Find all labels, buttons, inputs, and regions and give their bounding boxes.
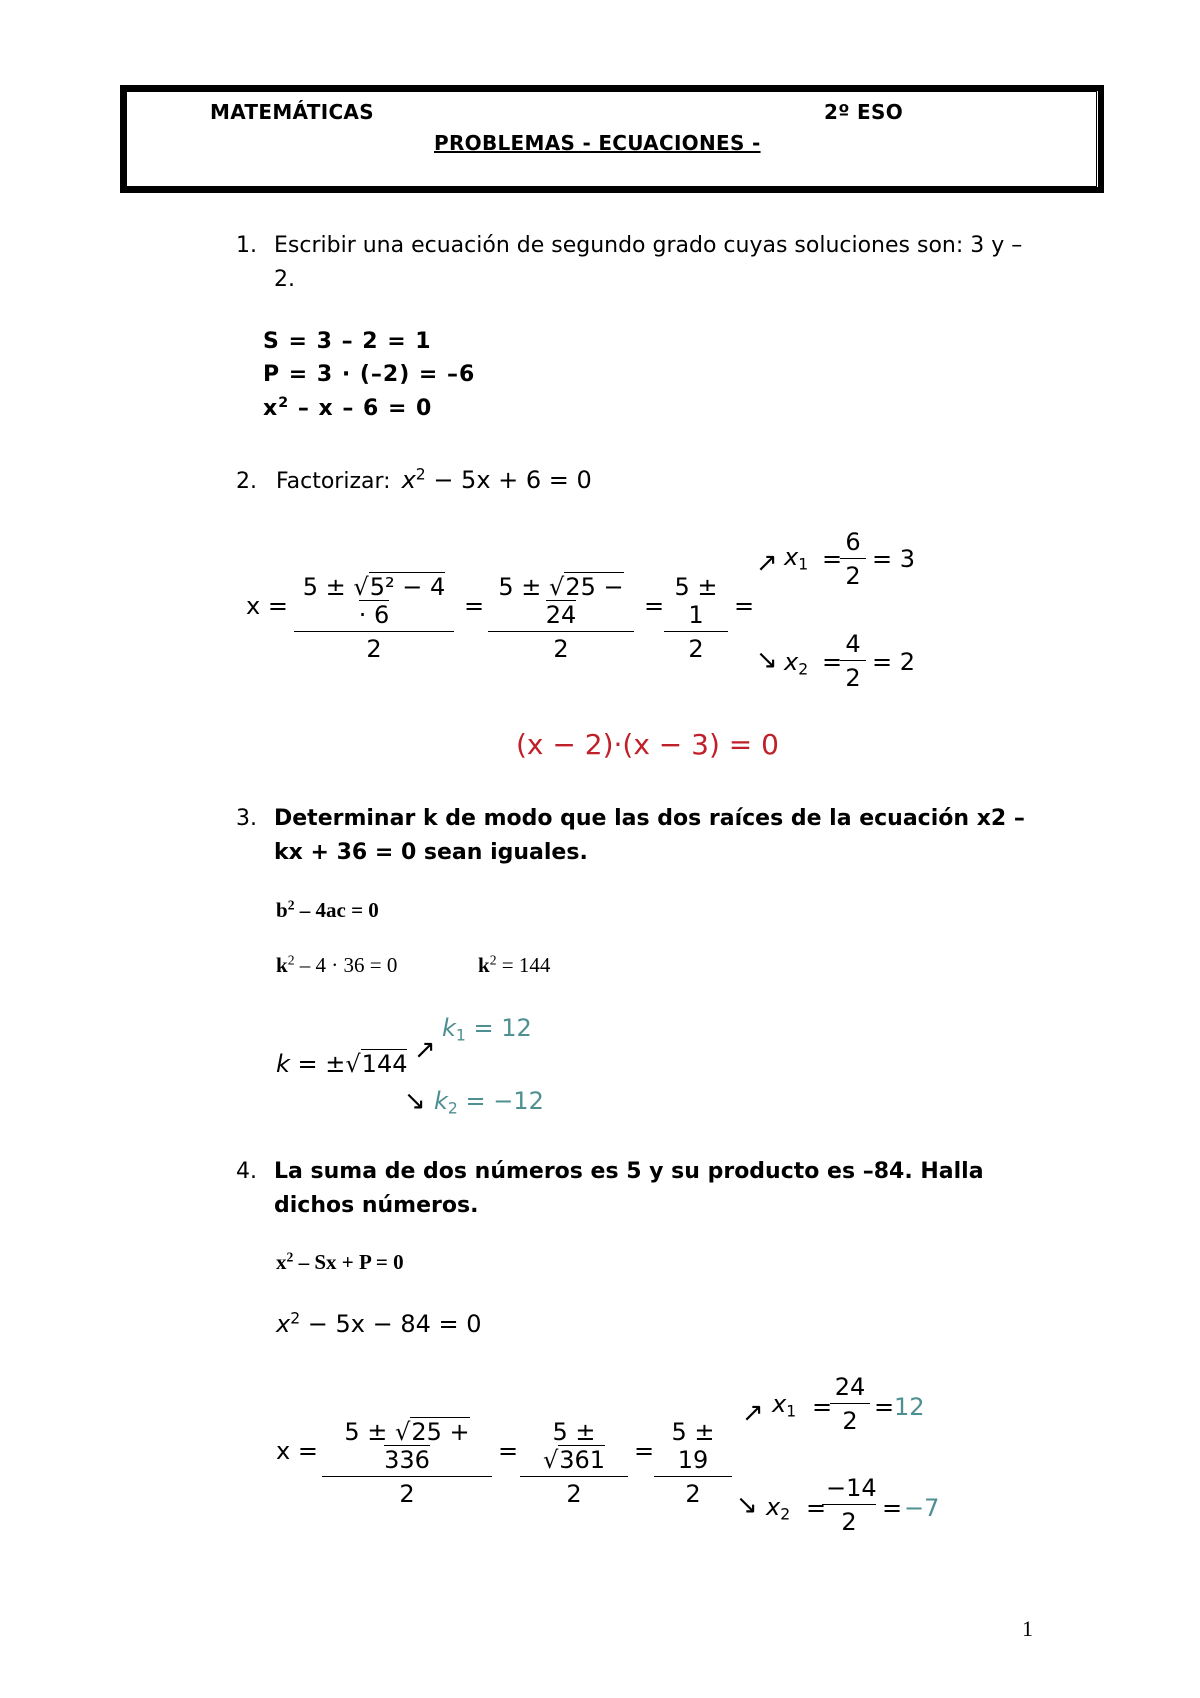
- problem-3-text: Determinar k de modo que las dos raíces de la ecuación x2 – kx + 36 = 0 sean iguales.: [274, 806, 1025, 865]
- p3-k1: $k_1 = 12$: [442, 1014, 532, 1045]
- p2-x1-fraction: 6 2: [840, 528, 866, 590]
- problem-3: [236, 802, 1026, 870]
- p4-x1-result-equals: =: [874, 1393, 895, 1421]
- p2-x2-equals: =: [822, 648, 843, 676]
- p2-fraction-1: 5 ± √5² − 4 · 6 2: [294, 573, 454, 663]
- p2-equals-1: =: [464, 592, 485, 620]
- problem-3-number: 3.: [236, 806, 257, 831]
- p4-formula: $x^2 - Sx + P = 0$: [276, 1249, 404, 1274]
- p2-equals-2: =: [644, 592, 665, 620]
- p2-x-equals: x =: [246, 592, 288, 620]
- p4-x2-label: $x_2$: [766, 1493, 791, 1524]
- arrow-up-right-icon: ↗: [742, 1398, 764, 1428]
- header-subject: MATEMÁTICAS: [210, 100, 374, 124]
- p3-k-equation: $k^2 - 4 \cdot 36 = 0$: [276, 952, 398, 977]
- p2-x2-result: = 2: [872, 648, 916, 676]
- problem-2: [236, 463, 592, 499]
- p2-fraction-3: 5 ± 1 2: [664, 573, 728, 663]
- problem-4-number: 4.: [236, 1159, 257, 1184]
- p2-x1-equals: =: [822, 545, 843, 573]
- p4-equals-1: =: [498, 1437, 519, 1465]
- p4-x2-result-equals: =: [882, 1494, 903, 1522]
- arrow-up-right-icon: ↗: [414, 1035, 436, 1065]
- problem-4: [236, 1155, 1026, 1223]
- p2-x1-result: = 3: [872, 545, 916, 573]
- problem-2-number: 2.: [236, 469, 257, 494]
- page-number: 1: [1022, 1616, 1033, 1641]
- p4-x2-result: −7: [904, 1494, 940, 1522]
- p3-k-squared: $k^2 = 144$: [478, 952, 551, 977]
- p1-equation: $x^2 - x - 6 = 0$: [263, 395, 433, 421]
- p3-k-root: k = ±√144: [276, 1050, 408, 1078]
- p1-sum: S = 3 – 2 = 1: [263, 329, 432, 354]
- p2-x2-label: $x_2$: [784, 648, 809, 679]
- p4-x2-equals: =: [806, 1494, 827, 1522]
- p4-equals-2: =: [634, 1437, 655, 1465]
- p2-x1-label: $x_1$: [784, 543, 809, 574]
- p2-equals-3: =: [734, 592, 755, 620]
- header-level: 2º ESO: [824, 100, 904, 124]
- p4-x1-fraction: 24 2: [830, 1373, 870, 1435]
- arrow-down-right-icon: ↘: [404, 1086, 426, 1116]
- problem-1-text: Escribir una ecuación de segundo grado cuyas soluciones son: 3 y –2.: [274, 233, 1023, 292]
- p4-x1-label: $x_1$: [772, 1390, 797, 1421]
- p4-x-equals: x =: [276, 1437, 318, 1465]
- p4-equation: $x^2 - 5x - 84 = 0$: [276, 1309, 482, 1338]
- p4-x2-fraction: −14 2: [822, 1474, 876, 1536]
- p4-x1-equals: =: [812, 1393, 833, 1421]
- p2-expression: $x^2 - 5x + 6 = 0$: [401, 465, 592, 494]
- header-title: PROBLEMAS - ECUACIONES -: [434, 131, 761, 155]
- p3-discriminant: $b^2 - 4ac = 0$: [276, 897, 379, 922]
- arrow-down-right-icon: ↘: [736, 1490, 758, 1520]
- p4-fraction-2: 5 ± √361 2: [520, 1418, 628, 1508]
- p3-k2: $k_2 = -12$: [434, 1087, 544, 1118]
- problem-1: [236, 229, 1026, 297]
- p2-fraction-2: 5 ± √25 − 24 2: [488, 573, 634, 663]
- p2-factored-result: (x − 2)·(x − 3) = 0: [516, 728, 779, 761]
- problem-4-text: La suma de dos números es 5 y su producto es –84. Halla dichos números.: [274, 1159, 984, 1218]
- p4-fraction-1: 5 ± √25 + 336 2: [322, 1418, 492, 1508]
- p1-product: P = 3 · (–2) = –6: [263, 362, 476, 387]
- problem-1-number: 1.: [236, 233, 257, 258]
- p2-x2-fraction: 4 2: [840, 630, 866, 692]
- p4-fraction-3: 5 ± 19 2: [654, 1418, 732, 1508]
- arrow-up-right-icon: ↗: [756, 548, 778, 578]
- problem-2-text: Factorizar:: [276, 469, 391, 494]
- arrow-down-right-icon: ↘: [756, 645, 778, 675]
- p4-x1-result: 12: [894, 1393, 925, 1421]
